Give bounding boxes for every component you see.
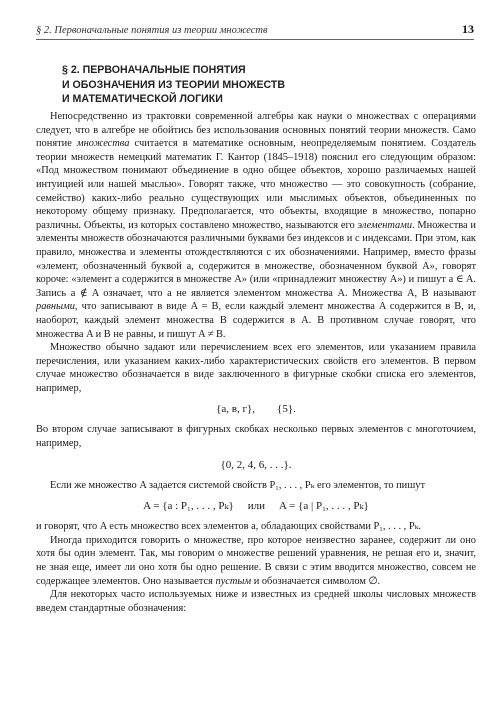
p6-text-a: Иногда приходится говорить о множестве, про которое неизвестно заранее, содержит ли оно хотя бы один элемент. Так, мы говорим о множестве решений уравнения, не решая его и, значит, не зная еще, имеет ли оно хотя бы одно решение. В связи с этим вводится множество, совсем не содержащее элементов. Оно называется xyxy=(36,534,476,587)
running-head xyxy=(36,22,474,37)
formula-1 xyxy=(36,402,476,416)
paragraph-1 xyxy=(36,110,476,341)
heading-line-1: § 2. ПЕРВОНАЧАЛЬНЫЕ ПОНЯТИЯ xyxy=(62,64,246,76)
p1-text-e: . Множества и элементы множеств обозначаются различными буквами без индексов и с индексами. При этом, как правило, множества и элементы отождествляются с их обозначениями. Например, вместо фразы «элемент, обозначенный буквой a, содержится в множестве, обозначенном буквой A», говорят короче: «элемент a содержится в множестве A» (или «принадлежит множеству A») и пишут a ∈ A. Запись a ∉ A означает, что a не является элементом множества A. Множества A, B называют xyxy=(36,219,476,299)
heading-line-2: И ОБОЗНАЧЕНИЯ ИЗ ТЕОРИИ МНОЖЕСТВ xyxy=(62,78,286,91)
term-equal: равными xyxy=(36,301,75,313)
p1-text-a: Непосредственно из трактовки современной алгебры как науки о множествах с операциями следует, что в алгебре не обойтись без использования основных понятий теории множеств. Само понятие xyxy=(36,111,476,150)
paragraph-4: Если же множество A задается системой свойств P₁, . . . , Pₖ его элементов, то пишут xyxy=(50,479,425,491)
term-elements: элементами xyxy=(357,219,413,231)
body-text xyxy=(36,110,476,615)
running-head-title: § 2. Первоначальные понятия из теории множеств xyxy=(36,25,268,36)
paragraph-3: Во втором случае записывают в фигурных скобках несколько первых элементов с многоточием, например, xyxy=(36,424,476,450)
formula-1-set-a: {a, в, г}, xyxy=(216,403,256,416)
section-heading xyxy=(62,63,285,107)
header-rule xyxy=(36,39,474,40)
formula-2: {0, 2, 4, 6, . . .}. xyxy=(220,458,292,471)
paragraph-7: Для некоторых часто используемых ниже и известных из средней школы числовых множеств введем стандартные обозначения: xyxy=(36,589,476,614)
formula-3 xyxy=(36,499,476,513)
formula-3-bar: A = {a | P₁, . . . , Pₖ} xyxy=(279,500,369,513)
paragraph-5: и говорят, что A есть множество всех элементов a, обладающих свойствами P₁, . . . , Pₖ. xyxy=(36,521,422,533)
p1-text-c: считается в математике основным, неопределяемым понятием. Создатель теории множеств немецкий математик Г. Кантор (1845–1918) пояснил его следующим образом: «Под множеством понимают объединение в одно общее объектов, хорошо различаемых нашей интуицией или нашей мыслью». Говорят также, что множество — это совокупность (собрание, семейство) каких-либо реально существующих или мыслимых объектов, объединенных по некоторому общему признаку. Предполагается, что объекты, входящие в множество, попарно различны. Объекты, из которых составлено множество, называются его xyxy=(36,138,476,231)
heading-line-3: И МАТЕМАТИЧЕСКОЙ ЛОГИКИ xyxy=(62,93,223,105)
p6-text-c: и обозначается символом ∅. xyxy=(251,575,381,587)
p1-text-g: , что записывают в виде A = B, если каждый элемент множества A содержится в B, и, наоборот, каждый элемент множества B содержится в A. В противном случае говорят, что множества A и B не равны, и пишут A ≠ B. xyxy=(36,301,476,340)
page-number: 13 xyxy=(462,22,474,36)
formula-3-colon: A = {a : P₁, . . . , Pₖ} xyxy=(143,500,234,513)
formula-1-set-b: {5}. xyxy=(277,403,296,416)
paragraph-2: Множество обычно задают или перечислением всех его элементов, или указанием правила перечисления, или указанием каких-либо характеристических свойств его элементов. В первом случае множество обозначается в виде заключенного в фигурные скобки списка его элементов, например, xyxy=(36,342,476,394)
term-empty: пустым xyxy=(215,575,252,587)
paragraph-6 xyxy=(36,534,476,588)
formula-3-or: или xyxy=(247,500,266,513)
term-set: множества xyxy=(76,138,130,150)
